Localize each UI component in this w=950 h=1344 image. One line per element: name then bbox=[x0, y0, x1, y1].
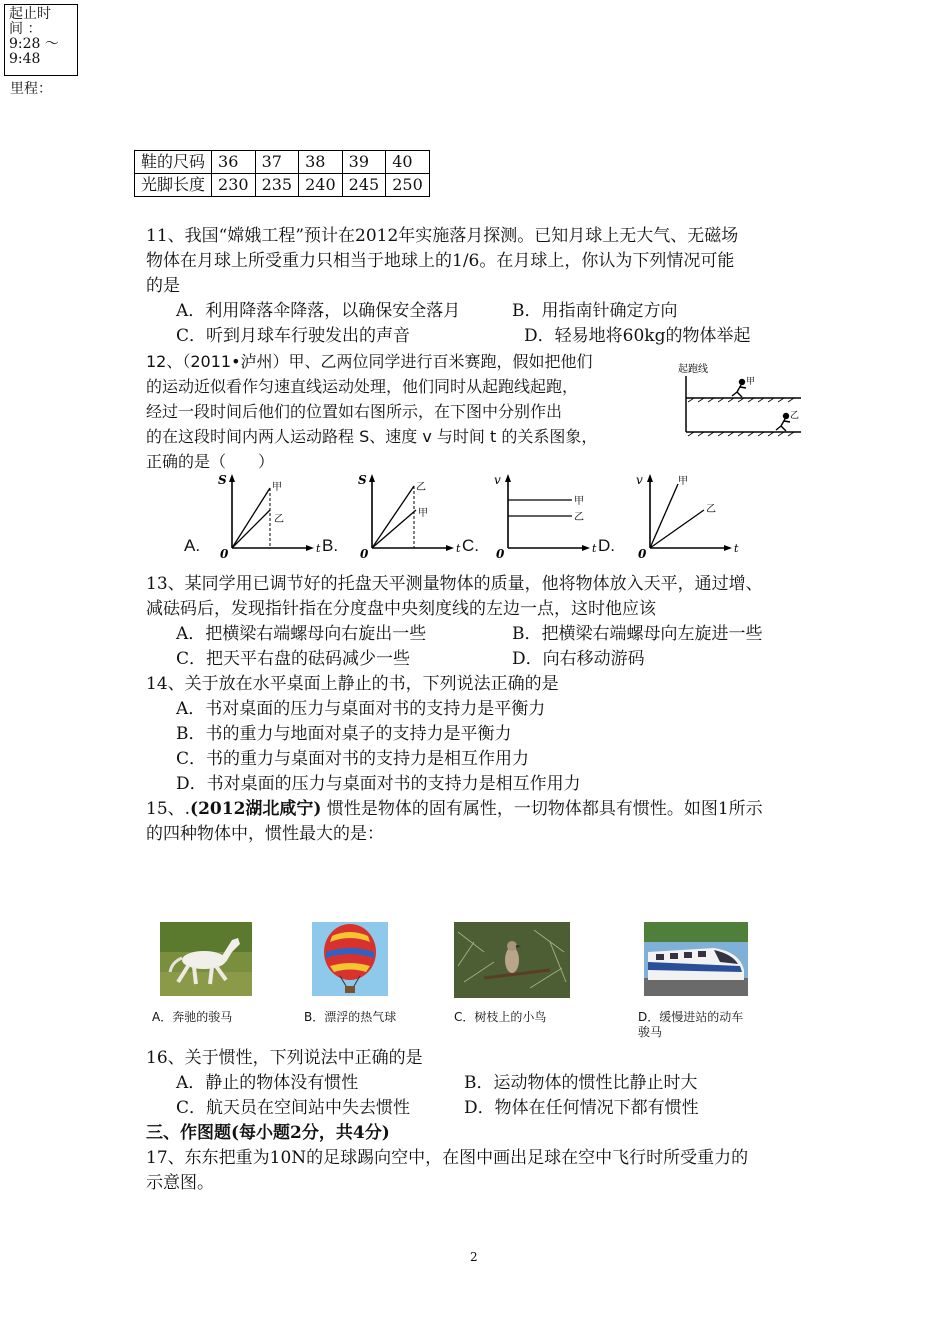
graph-b-label: B. bbox=[322, 536, 339, 555]
x-axis-label: t bbox=[734, 542, 739, 555]
q12-line5: 正确的是（ ） bbox=[146, 452, 275, 471]
table-cell: 245 bbox=[342, 174, 386, 197]
q17-line1: 17、东东把重为10N的足球踢向空中，在图中画出足球在空中飞行时所受重力的 bbox=[146, 1148, 749, 1168]
caption-c: C．树枝上的小鸟 bbox=[454, 1010, 547, 1024]
table-cell: 37 bbox=[255, 151, 299, 174]
graph-c bbox=[494, 470, 614, 560]
caption-b: B．漂浮的热气球 bbox=[304, 1010, 397, 1024]
runner-jia-label: 甲 bbox=[746, 377, 756, 387]
graph-d-label: D. bbox=[598, 536, 615, 555]
table-cell: 250 bbox=[386, 174, 430, 197]
origin-label: 0 bbox=[638, 547, 647, 560]
horse-image bbox=[160, 922, 252, 996]
q11-option-c: C．听到月球车行驶发出的声音 bbox=[176, 326, 411, 346]
q15-line2: 的四种物体中，惯性最大的是： bbox=[146, 824, 384, 844]
caption-d: D．缓慢进站的动车 bbox=[638, 1010, 744, 1024]
q11-option-d: D．轻易地将60kg的物体举起 bbox=[524, 326, 751, 346]
q16-option-c: C．航天员在空间站中失去惯性 bbox=[176, 1098, 411, 1118]
x-axis-label: t bbox=[456, 542, 461, 555]
q14-option-c: C．书的重力与桌面对书的支持力是相互作用力 bbox=[176, 749, 530, 769]
q16-option-b: B．运动物体的惯性比静止时大 bbox=[464, 1073, 698, 1093]
bird-on-branch-image bbox=[454, 922, 570, 998]
q13-option-a: A．把横梁右端螺母向右旋出一些 bbox=[176, 624, 427, 644]
q16-option-a: A．静止的物体没有惯性 bbox=[176, 1073, 359, 1093]
q15-source: (2012湖北咸宁) bbox=[190, 799, 322, 819]
start-line-label: 起跑线 bbox=[678, 364, 708, 375]
table-cell: 235 bbox=[255, 174, 299, 197]
q16-option-d: D．物体在任何情况下都有惯性 bbox=[464, 1098, 699, 1118]
series-upper-label: 乙 bbox=[416, 482, 426, 493]
q16-line1: 16、关于惯性，下列说法中正确的是 bbox=[146, 1048, 423, 1068]
q13-line2: 减砝码后，发现指针指在分度盘中央刻度线的左边一点，这时他应该 bbox=[146, 599, 656, 619]
y-axis-label: v bbox=[494, 473, 501, 487]
table-cell: 鞋的尺码 bbox=[135, 151, 212, 174]
q14-option-d: D．书对桌面的压力与桌面对书的支持力是相互作用力 bbox=[176, 774, 581, 794]
series-lower-label: 乙 bbox=[574, 512, 584, 523]
y-axis-label: S bbox=[358, 473, 367, 487]
runner-icon bbox=[776, 414, 790, 432]
origin-label: 0 bbox=[220, 547, 229, 560]
q13-line1: 13、某同学用已调节好的托盘天平测量物体的质量，他将物体放入天平，通过增、 bbox=[146, 574, 763, 594]
q11-line1: 11、我国“嫦娥工程”预计在2012年实施落月探测。已知月球上无大气、无磁场 bbox=[146, 226, 739, 246]
q15-line1 bbox=[146, 797, 763, 822]
time-start: 9:28 ～ bbox=[9, 36, 59, 52]
q12-line3: 经过一段时间后他们的位置如右图所示，在下图中分别作出 bbox=[146, 402, 563, 421]
table-cell: 240 bbox=[299, 174, 343, 197]
time-box bbox=[4, 4, 78, 76]
q11-option-a: A．利用降落伞降落，以确保安全落月 bbox=[176, 301, 461, 321]
q11-option-b: B．用指南针确定方向 bbox=[512, 301, 678, 321]
q12-line1: 12、（2011•泸州）甲、乙两位同学进行百米赛跑，假如把他们 bbox=[146, 352, 593, 371]
y-axis-label: S bbox=[218, 473, 227, 487]
time-end: 9:48 bbox=[9, 51, 41, 67]
q17-line2: 示意图。 bbox=[146, 1173, 214, 1193]
origin-label: 0 bbox=[496, 547, 505, 560]
table-cell: 光脚长度 bbox=[135, 174, 212, 197]
section-title: 三、作图题(每小题2分，共4分) bbox=[146, 1123, 390, 1143]
page-number: 2 bbox=[470, 1250, 478, 1264]
q14-line1: 14、关于放在水平桌面上静止的书，下列说法正确的是 bbox=[146, 674, 559, 694]
graph-d bbox=[636, 470, 756, 560]
q15-number: 15、. bbox=[146, 799, 191, 819]
q12-line2: 的运动近似看作匀速直线运动处理，他们同时从起跑线起跑， bbox=[146, 377, 579, 396]
table-cell: 36 bbox=[212, 151, 256, 174]
caption-a: A．奔驰的骏马 bbox=[152, 1010, 233, 1024]
q15-text: 惯性是物体的固有属性，一切物体都具有惯性。如图1所示 bbox=[321, 799, 763, 819]
series-lower-label: 甲 bbox=[418, 508, 428, 519]
q14-option-a: A．书对桌面的压力与桌面对书的支持力是平衡力 bbox=[176, 699, 546, 719]
q14-option-b: B．书的重力与地面对桌子的支持力是平衡力 bbox=[176, 724, 512, 744]
shoe-size-table bbox=[134, 150, 430, 197]
q13-option-b: B．把横梁右端螺母向左旋进一些 bbox=[512, 624, 763, 644]
series-upper-label: 甲 bbox=[574, 496, 584, 507]
bullet-train-image bbox=[644, 922, 748, 996]
q12-line4: 的在这段时间内两人运动路程 S、速度 v 与时间 t 的关系图象， bbox=[146, 427, 598, 446]
series-upper-label: 甲 bbox=[272, 482, 282, 493]
mileage-label: 里程： bbox=[10, 81, 52, 97]
race-figure bbox=[676, 360, 806, 440]
q13-option-d: D．向右移动游码 bbox=[512, 649, 645, 669]
x-axis-label: t bbox=[316, 542, 321, 555]
series-lower-label: 乙 bbox=[706, 504, 716, 515]
graph-a-label: A. bbox=[184, 536, 201, 555]
graph-a bbox=[218, 470, 338, 560]
time-label: 起止时 bbox=[9, 6, 51, 22]
q11-line3: 的是 bbox=[146, 276, 180, 296]
series-upper-label: 甲 bbox=[678, 476, 688, 487]
table-row bbox=[135, 151, 430, 174]
table-cell: 38 bbox=[299, 151, 343, 174]
table-cell: 39 bbox=[342, 151, 386, 174]
hot-air-balloon-image bbox=[312, 922, 388, 996]
q13-option-c: C．把天平右盘的砝码减少一些 bbox=[176, 649, 411, 669]
table-cell: 40 bbox=[386, 151, 430, 174]
q11-line2: 物体在月球上所受重力只相当于地球上的1/6。在月球上，你认为下列情况可能 bbox=[146, 251, 735, 271]
origin-label: 0 bbox=[360, 547, 369, 560]
runner-icon bbox=[732, 380, 746, 398]
table-row bbox=[135, 174, 430, 197]
runner-yi-label: 乙 bbox=[790, 411, 800, 421]
caption-d-cont: 骏马 bbox=[638, 1025, 663, 1039]
table-cell: 230 bbox=[212, 174, 256, 197]
graph-b bbox=[358, 470, 478, 560]
series-lower-label: 乙 bbox=[274, 514, 284, 525]
graph-c-label: C. bbox=[462, 536, 479, 555]
y-axis-label: v bbox=[636, 473, 643, 487]
time-label-cont: 间 ： bbox=[9, 21, 42, 37]
x-axis-label: t bbox=[592, 542, 597, 555]
